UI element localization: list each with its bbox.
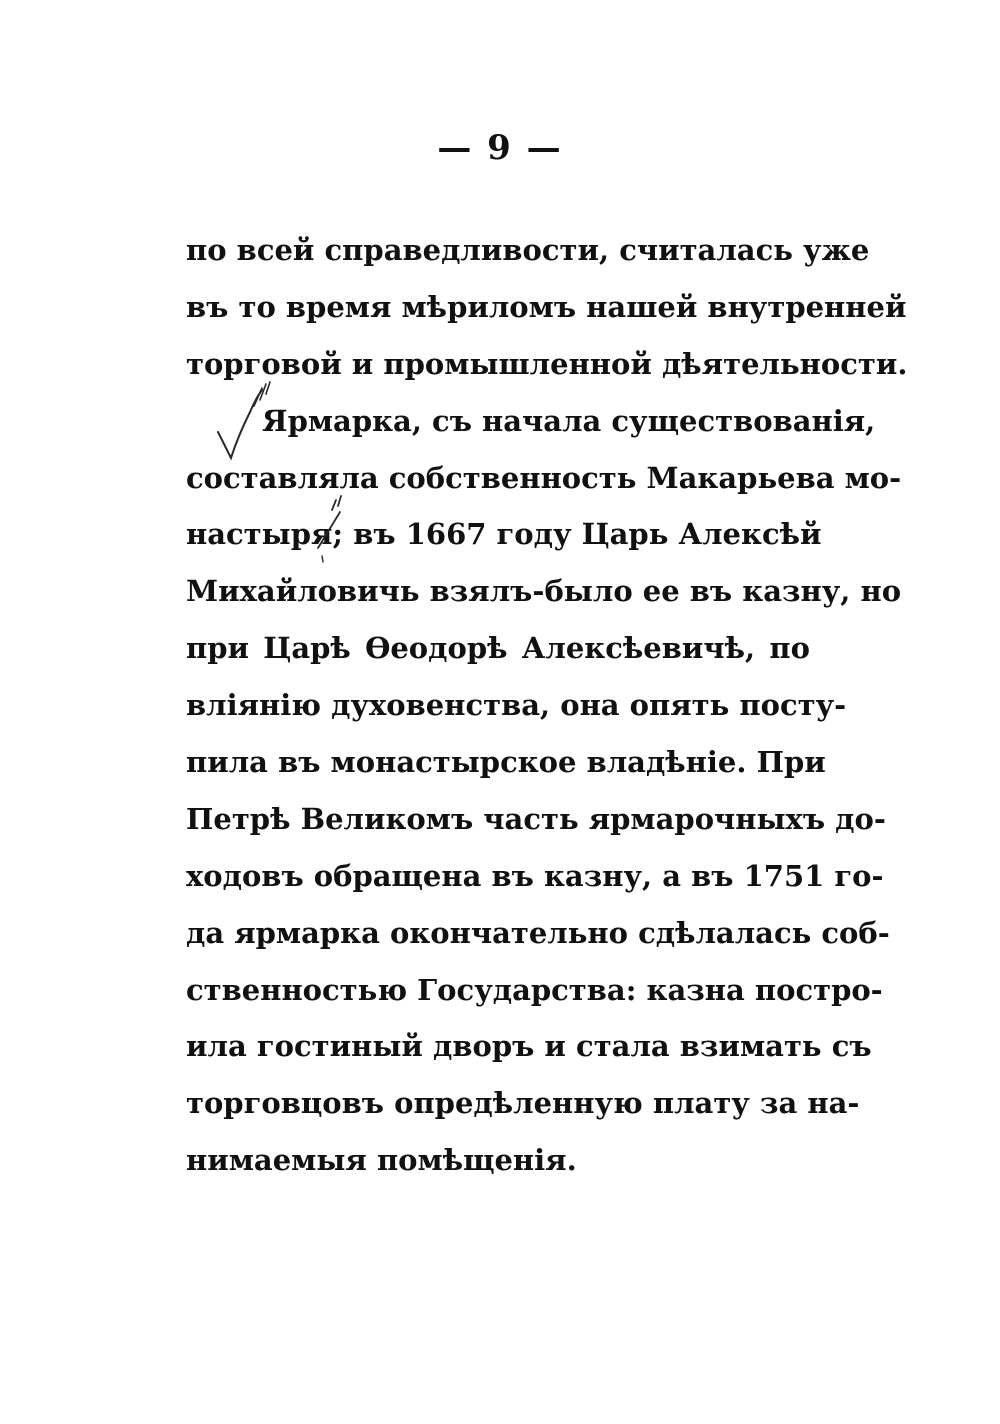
text-line: Михайловичь взялъ-было ее въ казну, но [186,574,902,609]
text-line: Петрѣ Великомъ часть ярмарочныхъ до- [186,801,886,836]
text-line: ственностью Государства: казна постро- [186,972,883,1007]
page-number: — 9 — [437,128,563,168]
text-line: настыря; въ 1667 году Царь Алексѣй [186,517,822,552]
text-line: пила въ монастырское владѣніе. При [186,745,826,780]
text-line: ила гостиный дворъ и стала взимать съ [186,1029,872,1064]
text-line: въ то время мѣриломъ нашей внутренней [186,289,907,324]
text-line: нимаемыя помѣщенія. [186,1143,577,1178]
text-line: составляла собственность Макарьева мо- [186,460,902,495]
text-line: при Царѣ Ѳеодорѣ Алексѣевичѣ, по [186,631,810,666]
text-line: ходовъ обращена въ казну, а въ 1751 го- [186,858,884,893]
text-line: торговой и промышленной дѣятельности. [186,346,908,381]
text-line: по всей справедливости, считалась уже [186,233,870,267]
text-line: Ярмарка, съ начала существованія, [262,403,876,438]
body-text [186,222,908,1189]
text-line: да ярмарка окончательно сдѣлалась соб- [186,915,890,950]
text-line: вліянію духовенства, она опять посту- [186,688,847,723]
text-line: торговцовъ опредѣленную плату за на- [186,1086,860,1121]
